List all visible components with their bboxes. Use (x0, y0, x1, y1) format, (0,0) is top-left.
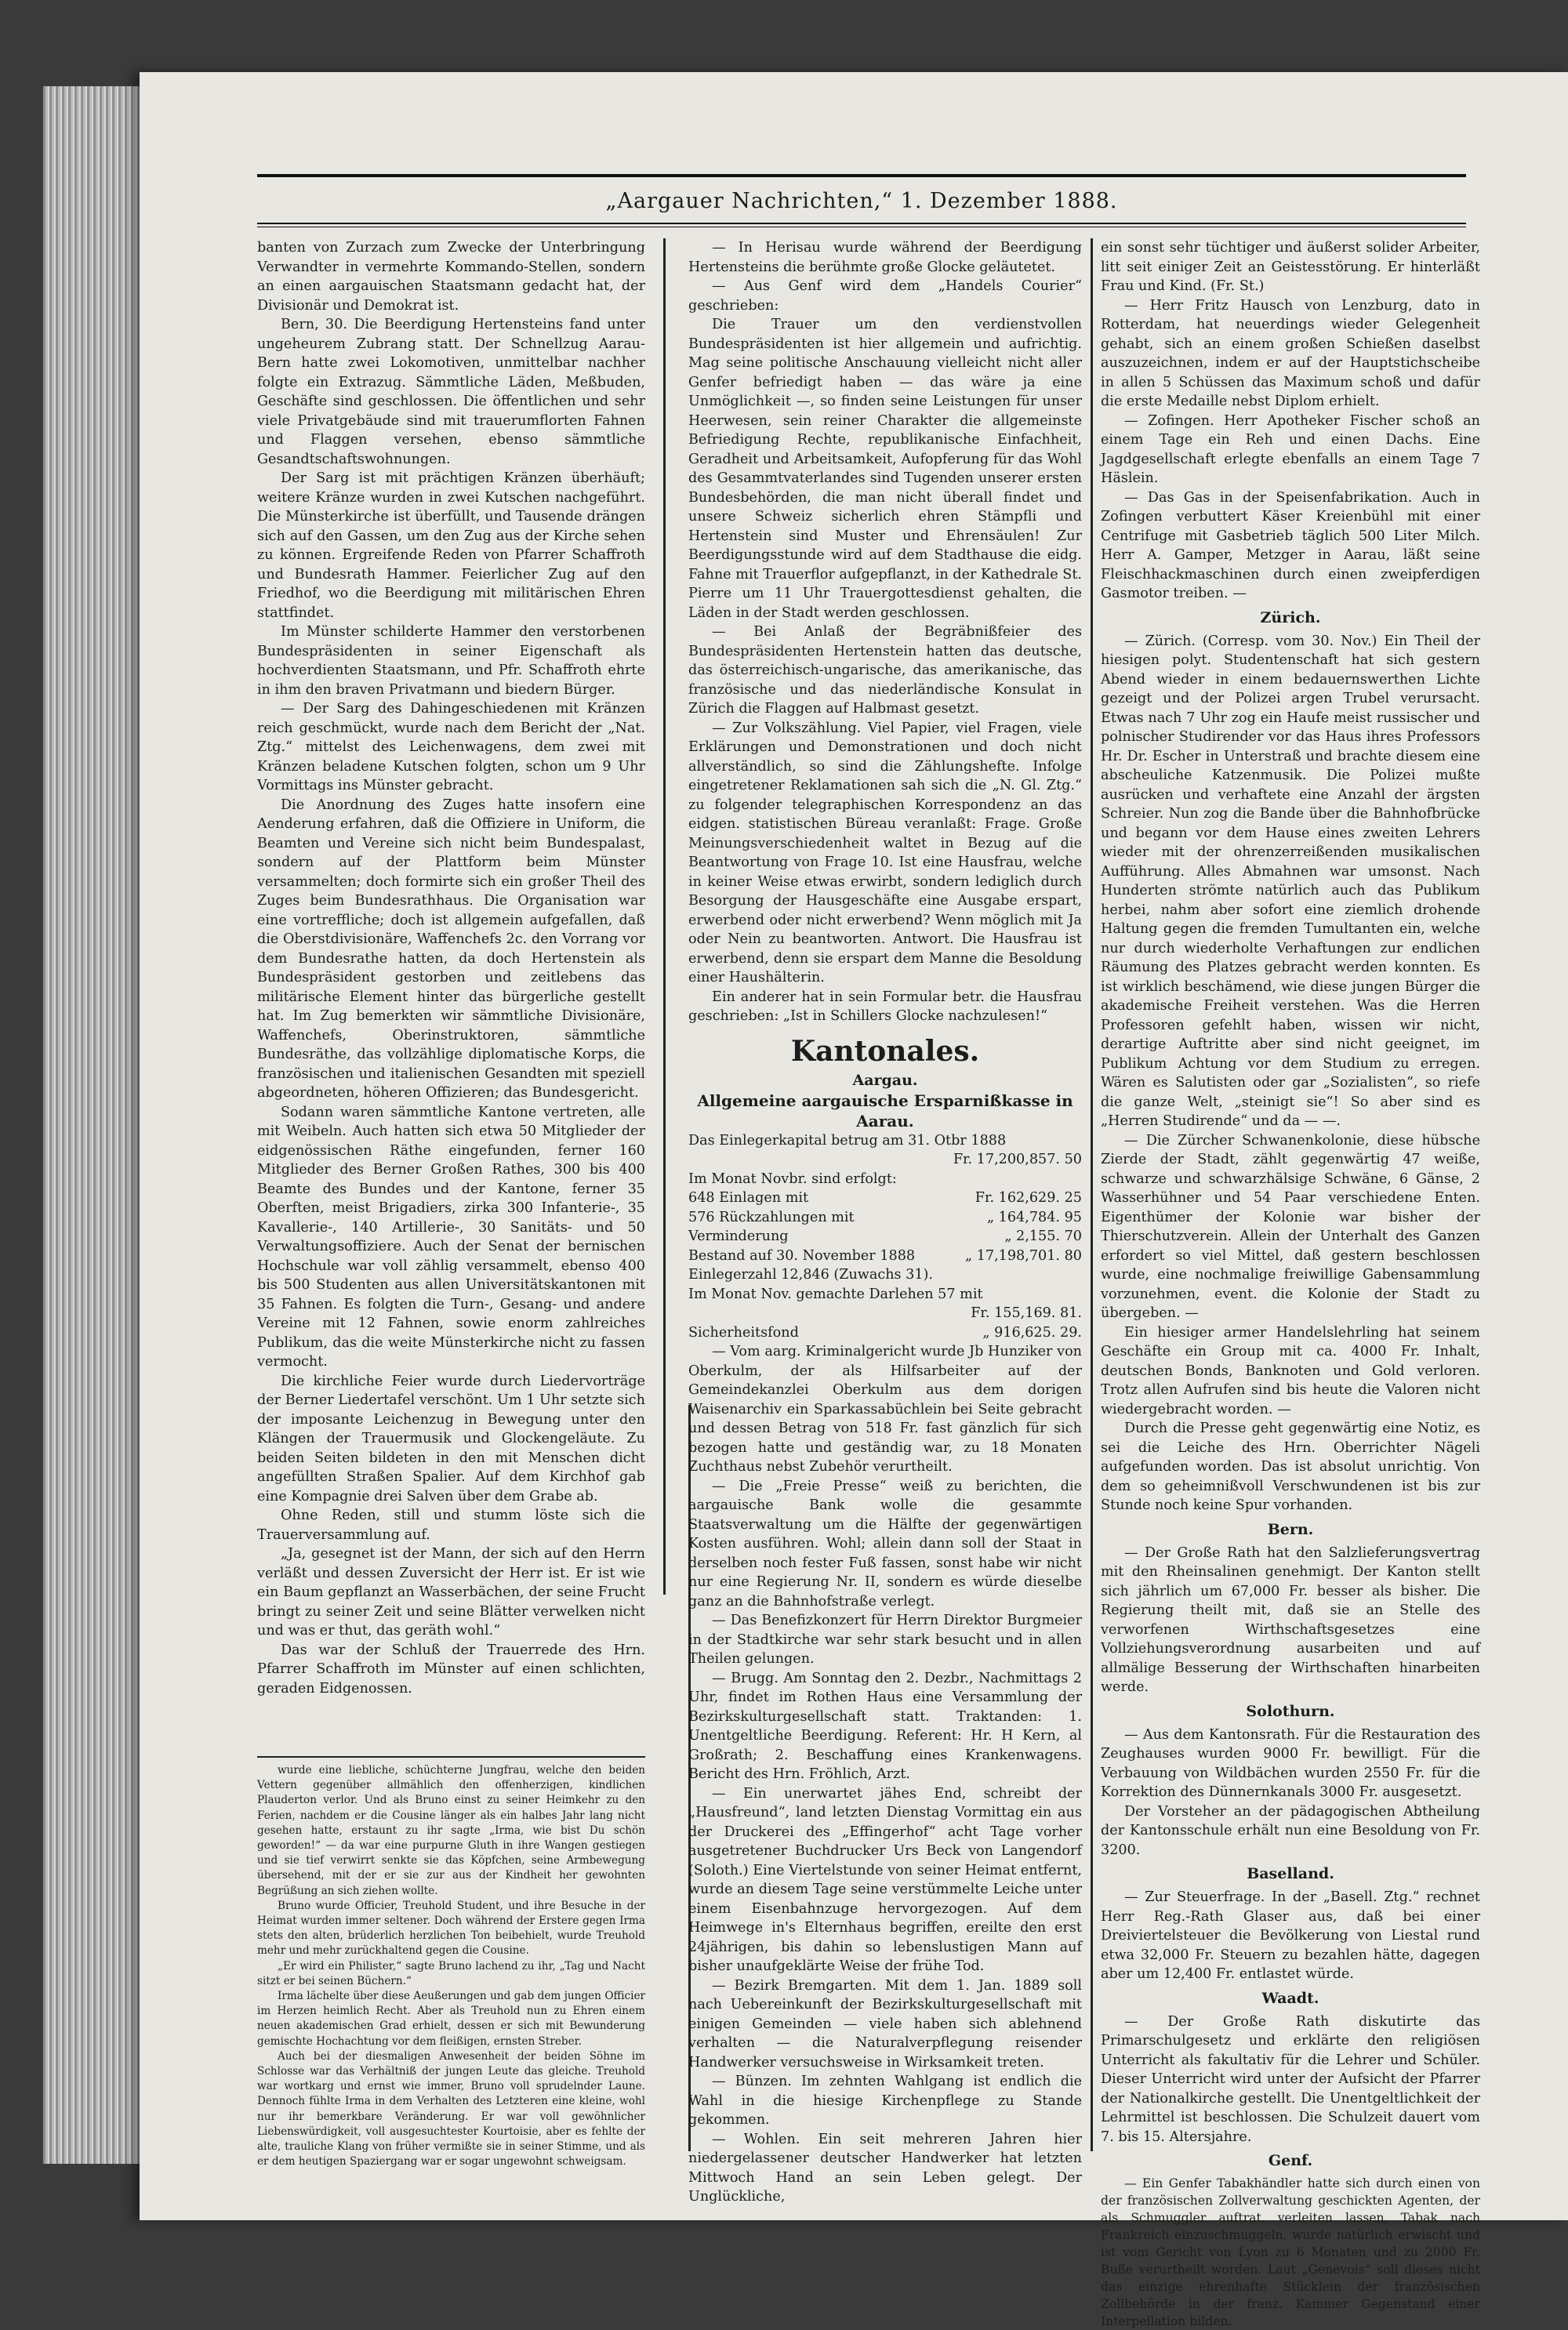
article-paragraph: Der Vorsteher an der pädagogischen Abtheilung der Kantonsschule erhält nun eine Besoldung von Fr. 3200. (1101, 1803, 1480, 1858)
article-paragraph: Der Sarg ist mit prächtigen Kränzen überhäuft; weitere Kränze wurden in zwei Kutschen nachgeführt. Die Münsterkirche ist überfüllt, und Tausende drängen sich auf den Gassen, um den Zug aus der Kirche sehen zu können. Ergreifende Reden von Pfarrer Schaffroth und Bundesrath Hammer. Feierlicher Zug auf den Friedhof, wo die Beerdigung mit militärischen Ehren stattfindet. (257, 470, 645, 621)
bank-report-value: „ 164,784. 95 (986, 1209, 1082, 1225)
article-paragraph: — Aus dem Kantonsrath. Für die Restauration des Zeughauses wurden 9000 Fr. bewilligt. Für die Verbauung von Wildbächen wurden 2550 Fr. für die Korrektion des Dünnernkanals 3000 Fr. ausgesetzt. (1101, 1726, 1480, 1800)
column-divider-1 (663, 238, 666, 1595)
feuilleton-paragraph: Bruno wurde Officier, Treuhold Student, und ihre Besuche in der Heimat wurden immer seltener. Doch während der Erstere gegen Irma stets den alten, brüderlich herzlichen Ton beibehielt, wurde Treuhold mehr und mehr zurückhaltend gegen die Cousine. (257, 1899, 645, 1958)
feuilleton (257, 1763, 645, 2169)
bank-report-table (688, 1131, 1082, 1343)
article-paragraph: „Ja, gesegnet ist der Mann, der sich auf den Herrn verläßt und dessen Zuversicht der Herr ist. Er ist wie ein Baum gepflanzt an Wasserbächen, der seine Frucht bringt zu seiner Zeit und seine Blätter verwelken nicht und was er thut, das geräth wohl.“ (257, 1546, 645, 1639)
newspaper-page (140, 72, 1568, 2328)
bank-report-value: „ 916,625. 29. (982, 1324, 1082, 1341)
article-paragraph: — Der Große Rath hat den Salzlieferungsvertrag mit den Rheinsalinen genehmigt. Der Kanton stellt sich jährlich um 67,000 Fr. besser als bisher. Die Regierung theilt mit, daß sie an Stelle des verworfenen Wirthschaftsgesetzes eine Vollziehungsverordnung ausarbeiten und auf allmälige Besserung der Wirthschaften hinarbeiten werde. (1101, 1544, 1480, 1695)
bank-report-row (688, 1285, 1082, 1305)
article-paragraph: — Bezirk Bremgarten. Mit dem 1. Jan. 1889 soll nach Uebereinkunft der Bezirkskulturgesellschaft mit einigen Gemeinden — viele haben sich ablehnend verhalten — die Naturalverpflegung reisender Handwerker versuchsweise in Wirksamkeit treten. (688, 1977, 1082, 2071)
article-paragraph: Das war der Schluß der Trauerrede des Hrn. Pfarrer Schaffroth im Münster auf einen schlichten, geraden Eidgenossen. (257, 1642, 645, 1697)
page-edge-stack (43, 86, 145, 2164)
article-paragraph: — Herr Fritz Hausch von Lenzburg, dato in Rotterdam, hat neuerdings wieder Gelegenheit gehabt, sich an einem großen Schießen daselbst auszuzeichnen, indem er auf der Hauptstichscheibe in allen 5 Schüssen das Maximum schoß und dafür die erste Medaille nebst Diplom erhielt. (1101, 297, 1480, 409)
section-heading-waadt: Waadt. (1261, 1989, 1319, 2007)
bank-report-label: 648 Einlagen mit (688, 1190, 809, 1206)
bank-report-label: Einlegerzahl 12,846 (Zuwachs 31). (688, 1267, 934, 1283)
article-paragraph: Die Trauer um den verdienstvollen Bundespräsidenten ist hier allgemein und aufrichtig. Mag seine politische Anschauung vielleicht nicht aller Genfer befriedigt haben — das wäre ja eine Unmöglichkeit —, so finden seine Leistungen für unser Heerwesen, sein reiner Charakter die allgemeinste Befriedigung Rechte, republikanische Einfachheit, Geradheit und Arbeitsamkeit, Aufopferung für das Wohl des Gesammtvaterlandes sind Tugenden unserer ersten Bundesbehörden, die man nicht überall findet und unsere Schweiz sicherlich ehren Stämpfli und Hertenstein sind Muster und Ehrensäulen! Zur Beerdigungsstunde wird auf dem Stadthause die eidg. Fahne mit Trauerflor aufgepflanzt, in der Kathedrale St. Pierre um 11 Uhr Trauergottesdienst gehalten, die Läden in der Stadt werden geschlossen. (688, 317, 1082, 621)
section-headline-kantonales: Kantonales. (790, 1034, 980, 1068)
article-paragraph: — In Herisau wurde während der Beerdigung Hertensteins die berühmte große Glocke geläutetet. (688, 240, 1082, 275)
article-paragraph: — Zürich. (Corresp. vom 30. Nov.) Ein Theil der hiesigen polyt. Studentenschaft hat sich gestern Abend wieder in einem bedauernswerthen Lichte gezeigt und der Polizei argen Trubel verursacht. Etwas nach 7 Uhr zog ein Haufe meist russischer und polnischer Studirender vor das Haus ihres Professors Hr. Dr. Escher in Unterstraß und brachte diesem eine abscheuliche Katzenmusik. Die Polizei mußte ausrücken und verhaftete eine Anzahl der ärgsten Schreier. Nun zog die Bande über die Bahnhofbrücke und begann vor dem Hause eines zweiten Lehrers wieder mit der ohrenzerreißenden musikalischen Aufführung. Alles Abmahnen war umsonst. Nach Hunderten strömte natürlich auch das Publikum herbei, nahm aber sofort eine ziemlich drohende Haltung gegen die fremden Tumultanten ein, welche nur durch wiederholte Verhaftungen zur endlichen Räumung des Platzes gebracht werden konnten. Es ist wirklich beschämend, wie diese jungen Bürger die akademische Freiheit verstehen. Was die Herren Professoren gefehlt haben, wissen wir nicht, derartige Auftritte aber sind nicht geeignet, im Publikum Achtung vor dem Studium zu erregen. Wären es Salutisten oder gar „Sozialisten“, so riefe die ganze Welt, „steinigt sie“! So aber sind es „Herren Studirende“ und da — —. (1101, 633, 1480, 1129)
article-paragraph: — Zur Steuerfrage. In der „Basell. Ztg.“ rechnet Herr Reg.-Rath Glaser aus, daß bei einer Dreiviertelsteuer die Bevölkerung von Liestal rund etwa 32,000 Fr. Steuern zu bezahlen hätte, dagegen aber um 12,400 Fr. entlastet würde. (1101, 1889, 1480, 1982)
column-1 (257, 238, 645, 1698)
bank-report-label: Bestand auf 30. November 1888 (688, 1247, 916, 1264)
section-heading-zuerich: Zürich. (1260, 608, 1321, 626)
section-heading-genf: Genf. (1268, 2152, 1313, 2169)
bank-report-label: 576 Rückzahlungen mit (688, 1209, 855, 1225)
bank-report-row (688, 1208, 1082, 1228)
article-paragraph: banten von Zurzach zum Zwecke der Unterbringung Verwandter in vermehrte Kommando-Stellen, sondern an einen aargauischen Staatsmann gedacht hat, der Divisionär und Demokrat ist. (257, 240, 645, 314)
section-heading-solothurn: Solothurn. (1246, 1702, 1335, 1720)
column-2 (688, 238, 1082, 2207)
bank-report-row (688, 1189, 1082, 1208)
article-paragraph: — Das Gas in der Speisenfabrikation. Auch in Zofingen verbuttert Käser Kreienbühl mit einer Centrifuge mit Gasbetrieb täglich 500 Liter Milch. Herr A. Gamper, Metzger in Aarau, läßt seine Fleischhackmaschinen durch einen zweipferdigen Gasmotor treiben. — (1101, 489, 1480, 601)
article-paragraph: — Bünzen. Im zehnten Wahlgang ist endlich die Wahl in die hiesige Kirchenpflege zu Stande gekommen. (688, 2074, 1082, 2128)
page-header: „Aargauer Nachrichten,“ 1. Dezember 1888. (605, 189, 1118, 213)
section-heading-baselland: Baselland. (1247, 1865, 1334, 1882)
article-paragraph: Die Anordnung des Zuges hatte insofern eine Aenderung erfahren, daß die Offiziere in Uniform, die Beamten und Vereine sich nicht beim Bundespalast, sondern auf der Plattform beim Münster versammelten; doch formirte sich ein großer Theil des Zuges beim Bundesrathhaus. Die Organisation war eine vortreffliche; doch ist allgemein aufgefallen, daß die Oberstdivisionäre, Waffenchefs 2c. den Vorrang vor dem Bundesrathe hatten, da doch Hertenstein als Bundespräsident gestorben und zeitlebens das militärische Element hinter das bürgerliche gestellt hat. Im Zug bemerkten wir sämmtliche Divisionäre, Waffenchefs, Oberinstruktoren, sämmtliche Bundesräthe, das vollzählige diplomatische Korps, die französischen und italienischen Gesandten mit speziell abgeordneten, höheren Offizieren; das Bundesgericht. (257, 797, 645, 1101)
article-paragraph: — Wohlen. Ein seit mehreren Jahren hier niedergelassener deutscher Handwerker hat letzten Mittwoch Hand an sein Leben gelegt. Der Unglückliche, (688, 2131, 1082, 2205)
bank-report-label: Im Monat Novbr. sind erfolgt: (688, 1170, 897, 1187)
bank-report-label: Verminderung (688, 1229, 789, 1244)
feuilleton-paragraph: „Er wird ein Philister,“ sagte Bruno lachend zu ihr, „Tag und Nacht sitzt er bei seinen Büchern.“ (257, 1959, 645, 1987)
header-top-rule (257, 174, 1466, 177)
bank-report-value: Fr. 162,629. 25 (975, 1190, 1082, 1206)
bank-report-value: Fr. 17,200,857. 50 (953, 1152, 1082, 1167)
article-paragraph: — Die Zürcher Schwanenkolonie, diese hübsche Zierde der Stadt, zählt gegenwärtig 47 weiße, schwarze und schwarzhälsige Schwäne, 6 Gänse, 2 Wasserhühner und 54 Paar verschiedene Enten. Eigenthümer der Kolonie war bisher der Thierschutzverein. Allein der Unterhalt des Ganzen erfordert so viel Mittel, daß gestern beschlossen wurde, eine nochmalige freiwillige Gabensammlung vorzunehmen, event. die Kolonie der Stadt zu übergeben. — (1101, 1132, 1480, 1321)
article-paragraph: — Bei Anlaß der Begräbnißfeier des Bundespräsidenten Hertenstein hatten das deutsche, das österreichisch-ungarische, das amerikanische, das französische und das niederländische Konsulat in Zürich die Flaggen auf Halbmast gesetzt. (688, 624, 1082, 717)
bank-report-label: Das Einlegerkapital betrug am 31. Otbr 1888 (688, 1132, 1007, 1149)
article-paragraph: Ohne Reden, still und stumm löste sich die Trauerversammlung auf. (257, 1508, 645, 1543)
bank-report-row (688, 1170, 1082, 1189)
article-paragraph: — Zur Volkszählung. Viel Papier, viel Fragen, viele Erklärungen und Demonstrationen und doch nicht allverständlich, so sind die Zählungshefte. Infolge eingetretener Reklamationen sah sich die „N. Gl. Ztg.“ zu folgender telegraphischen Korrespondenz an das eidgen. statistischen Büreau veranlaßt: Frage. Große Meinungsverschiedenheit waltet in Bezug auf die Beantwortung von Frage 10. Ist eine Hausfrau, welche in keiner Weise etwas erwirbt, sondern lediglich durch Besorgung der Hausgeschäfte eine Ausgabe erspart, erwerbend oder nicht erwerbend? Wenn möglich mit Ja oder Nein zu beantworten. Antwort. Die Hausfrau ist erwerbend, denn sie erspart dem Manne die Besoldung einer Haushälterin. (688, 720, 1082, 985)
article-paragraph: Bern, 30. Die Beerdigung Hertensteins fand unter ungeheurem Zubrang statt. Der Schnellzug Aarau-Bern hatte zwei Lokomotiven, unmittelbar nachher folgte ein Extrazug. Sämmtliche Läden, Meßbuden, Geschäfte sind geschlossen. Die öffentlichen und sehr viele Privatgebäude sind mit trauerumflorten Fahnen und Flaggen versehen, ebenso sämmtliche Gesandtschaftswohnungen. (257, 317, 645, 467)
article-paragraph: — Der Große Rath diskutirte das Primarschulgesetz und erklärte den religiösen Unterricht als fakultativ für die Lehrer und Schüler. Dieser Unterricht wird unter der Aufsicht der Pfarrer der Nationalkirche gestellt. Die Unentgeltlichkeit der Lehrmittel ist beschlossen. Die Schulzeit dauert vom 7. bis 15. Altersjahre. (1101, 2013, 1480, 2145)
bank-report-row (688, 1304, 1082, 1323)
bank-report-row (688, 1131, 1082, 1151)
article-paragraph: Ein hiesiger armer Handelslehrling hat seinem Geschäfte ein Group mit ca. 4000 Fr. Inhalt, deutschen Bonds, Banknoten und Gold verloren. Trotz allen Aufrufen sind bis heute die Valoren nicht wiedergebracht worden. — (1101, 1324, 1480, 1417)
article-paragraph: — Das Benefizkonzert für Herrn Direktor Burgmeier in der Stadtkirche war sehr stark besucht und in allen Theilen gelungen. (688, 1613, 1082, 1667)
bank-report-value: Fr. 155,169. 81. (971, 1305, 1082, 1321)
article-paragraph: Ein anderer hat in sein Formular betr. die Hausfrau geschrieben: „Ist in Schillers Glocke nachzulesen!“ (688, 989, 1082, 1024)
article-paragraph: — Brugg. Am Sonntag den 2. Dezbr., Nachmittags 2 Uhr, findet im Rothen Haus eine Versammlung der Bezirkskulturgesellschaft statt. Traktanden: 1. Unentgeltliche Beerdigung. Referent: Hr. H Kern, al Großrath; 2. Beschaffung eines Krankenwagens. Bericht des Hrn. Fröhlich, Arzt. (688, 1670, 1082, 1782)
article-paragraph: — Die „Freie Presse“ weiß zu berichten, die aargauische Bank wolle die gesammte Staatsverwaltung um die Hälfte der gegenwärtigen Kosten ausführen. Wohl; allein dann soll der Staat in derselben noch fester Fuß fassen, sonst habe wir nicht nur eine Regierung Nr. II, sondern es würde dieselbe ganz an die Bahnhofstraße verlegt. (688, 1478, 1082, 1610)
article-paragraph: Die kirchliche Feier wurde durch Liedervorträge der Berner Liedertafel verschönt. Um 1 Uhr setzte sich der imposante Leichenzug in Bewegung unter den Klängen der Trauermusik und Glockengeläute. Zu beiden Seiten bildeten in den mit Menschen dicht angefüllten Straßen Spalier. Auf dem Kirchhof gab eine Kompagnie drei Salven über dem Grabe ab. (257, 1373, 645, 1504)
section-heading-bern: Bern. (1267, 1520, 1314, 1538)
article-paragraph: — Vom aarg. Kriminalgericht wurde Jb Hunziker von Oberkulm, der als Hilfsarbeiter auf der Gemeindekanzlei Oberkulm aus dem dorigen Waisenarchiv ein Sparkassabüchlein bei Seite gebracht und dessen Betrag von 518 Fr. fast gänzlich für sich bezogen hatte und geständig war, zu 18 Monaten Zuchthaus nebst Zubehör verurtheilt. (688, 1344, 1082, 1475)
bank-report-label: Sicherheitsfond (688, 1324, 799, 1341)
bank-report-row (688, 1323, 1082, 1343)
bank-report-value: „ 17,198,701. 80 (964, 1247, 1082, 1264)
bank-report-label: Im Monat Nov. gemachte Darlehen 57 mit (688, 1286, 983, 1302)
bank-report-row (688, 1265, 1082, 1285)
article-paragraph: Durch die Presse geht gegenwärtig eine Notiz, es sei die Leiche des Hrn. Oberrichter Nägeli aufgefunden worden. Das ist absolut unrichtig. Von dem so geheimnißvoll Verschwundenen ist bis zur Stunde noch keine Spur vorhanden. (1101, 1421, 1480, 1513)
bank-report-value: „ 2,155. 70 (1004, 1229, 1082, 1244)
feuilleton-paragraph: wurde eine liebliche, schüchterne Jungfrau, welche den beiden Vettern gegenüber allmählich den offenherzigen, kindlichen Plauderton verlor. Und als Bruno einst zu seiner Heimkehr zu den Ferien, nachdem er die Cousine länger als ein halbes Jahr lang nicht gesehen hatte, erstaunt zu ihr sagte „Irma, wie bist Du schön geworden!“ — da war eine purpurne Gluth in ihre Wangen gestiegen und sie tief verwirrt senkte sie das Köpfchen, seine Armbewegung übersehend, mit der er sie zur aus der Kindheit her gewohnten Begrüßung an sich ziehen wollte. (257, 1764, 645, 1897)
article-paragraph: Sodann waren sämmtliche Kantone vertreten, alle mit Weibeln. Auch hatten sich etwa 50 Mitglieder der eidgenössischen Räthe eingefunden, ferner 160 Mitglieder des Berner Großen Rathes, 300 bis 400 Beamte des Bundes und der Kantone, ferner 35 Oberften, meist Brigadiers, zirka 300 Infanterie-, 35 Kavallerie-, 140 Artillerie-, 30 Sanitäts- und 50 Verwaltungsoffiziere. Auch der Senat der bernischen Hochschule war voll zählig versammelt, ebenso 400 bis 500 Studenten aus allen Universitätskantonen mit 35 Fahnen. Es folgten die Turn-, Gesang- und andere Vereine mit 12 Fahnen, sowie enorm zahlreiches Publikum, das die weite Münsterkirche nicht zu fassen vermocht. (257, 1104, 645, 1370)
article-paragraph: Im Münster schilderte Hammer den verstorbenen Bundespräsidenten in seiner Eigenschaft als hochverdienten Staatsmann, und Pfr. Schaffroth ehrte in ihm den braven Privatmann und biedern Bürger. (257, 624, 645, 698)
feuilleton-paragraph: Irma lächelte über diese Aeußerungen und gab dem jungen Officier im Herzen heimlich Recht. Aber als Treuhold nun zu Ehren einem neuen akademischen Grad erhielt, dessen er sich mit Bewunderung gemischte Hochachtung vor dem fleißigen, ernsten Streber. (257, 1990, 645, 2048)
region-heading-aargau: Aargau. (852, 1071, 918, 1089)
column-divider-2 (1091, 238, 1093, 2151)
bank-report-row (688, 1227, 1082, 1247)
header-bottom-rule (257, 223, 1466, 224)
article-paragraph: — Aus Genf wird dem „Handels Courier“ geschrieben: (688, 278, 1082, 314)
article-paragraph: — Zofingen. Herr Apotheker Fischer schoß an einem Tage ein Reh und einen Dachs. Eine Jagdgesellschaft erlegte ebenfalls an einem Tage 7 Häslein. (1101, 412, 1480, 486)
article-paragraph: ein sonst sehr tüchtiger und äußerst solider Arbeiter, litt seit einiger Zeit an Geistesstörung. Er hinterläßt Frau und Kind. (Fr. St.) (1101, 240, 1480, 294)
feuilleton-rule (257, 1756, 645, 1758)
column-3 (1101, 238, 1480, 2330)
bank-report-row (688, 1150, 1082, 1170)
bank-report-title: Allgemeine aargauische Ersparnißkasse in Aarau. (697, 1091, 1073, 1131)
article-paragraph: — Ein unerwartet jähes End, schreibt der „Hausfreund“, land letzten Dienstag Vormittag ein aus der Druckerei des „Effingerhof“ acht Tage vorher ausgetretener Buchdrucker Urs Beck von Langendorf (Soloth.) Eine Viertelstunde von seiner Heimat entfernt, wurde an diesem Tage seine verstümmelte Leiche unter einem Eisenbahnzuge hervorgezogen. Auf dem Heimwege in's Elternhaus begriffen, ereilte den erst 24jährigen, bis dahin so lebenslustigen Mann auf bisher unaufgeklärte Weise der frühe Tod. (688, 1785, 1082, 1974)
article-paragraph: — Ein Genfer Tabakhändler hatte sich durch einen von der französischen Zollverwaltung geschickten Agenten, der als Schmuggler auftrat, verleiten lassen, Tabak nach Frankreich einzuschmuggeln, wurde natürlich erwischt und ist vom Gericht von Lyon zu 6 Monaten und zu 2000 Fr. Buße verurtheilt worden. Laut „Genevois“ soll dieses nicht das einzige ehrenhafte Stücklein der französischen Zollbehörde in der franz. Kammer Gegenstand einer Interpellation bilden. (1101, 2176, 1480, 2328)
article-paragraph: — Der Sarg des Dahingeschiedenen mit Kränzen reich geschmückt, wurde nach dem Bericht der „Nat. Ztg.“ mittelst des Leichenwagens, dem zwei mit Kränzen beladene Kutschen folgten, schon um 9 Uhr Vormittags ins Münster gebracht. (257, 701, 645, 793)
feuilleton-paragraph: Auch bei der diesmaligen Anwesenheit der beiden Söhne im Schlosse war das Verhältniß der jungen Leute das gleiche. Treuhold war wortkarg und ernst wie immer, Bruno voll sprudelnder Laune. Dennoch fühlte Irma in dem Verhalten des Letzteren eine kleine, wohl nur ihr bemerkbare Veränderung. Er war voll gewöhnlicher Liebenswürdigkeit, voll ausgesuchtester Kourtoisie, aber es fehlte der alte, trauliche Klang von früher vermißte sie in seiner Stimme, und als er dem heutigen Spaziergang war er sogar ungewohnt schweigsam. (257, 2049, 645, 2168)
bank-report-row (688, 1247, 1082, 1266)
